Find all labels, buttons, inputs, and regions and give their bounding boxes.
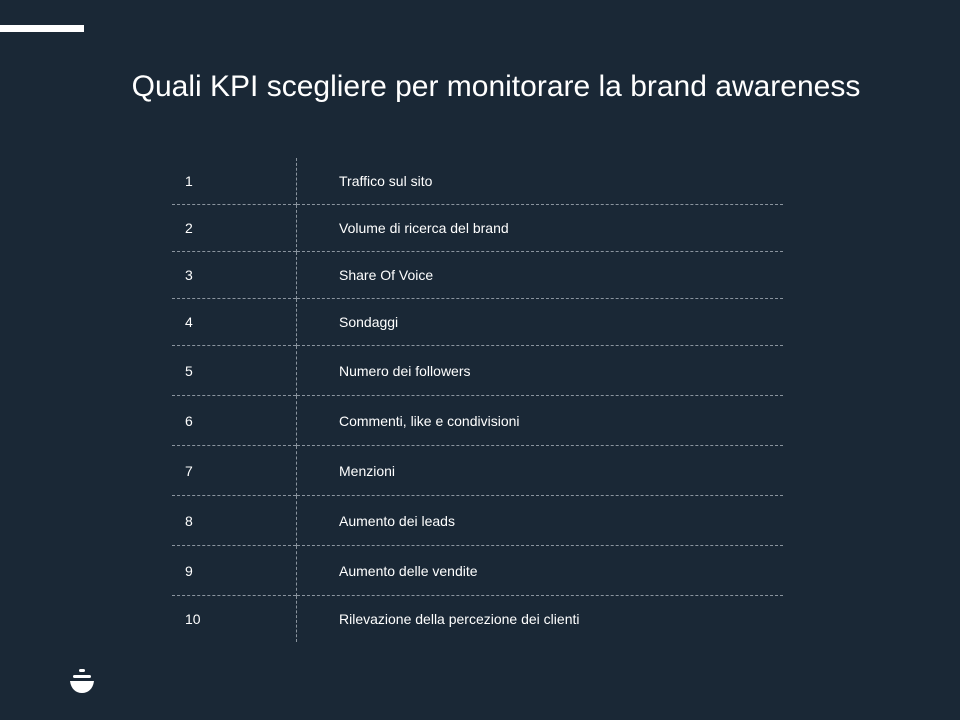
table-row — [172, 596, 783, 643]
kpi-number: 6 — [172, 396, 297, 446]
kpi-label: Menzioni — [339, 462, 396, 479]
kpi-label: Numero dei followers — [339, 362, 471, 379]
table-row — [172, 346, 783, 396]
table-row — [172, 205, 783, 252]
kpi-number: 1 — [172, 158, 297, 205]
stacked-bowl-logo-icon — [69, 668, 95, 694]
table-row — [172, 446, 783, 496]
kpi-number: 9 — [172, 546, 297, 596]
table-row — [172, 496, 783, 546]
kpi-number: 7 — [172, 446, 297, 496]
kpi-number: 3 — [172, 252, 297, 299]
kpi-number: 2 — [172, 205, 297, 252]
kpi-label: Share Of Voice — [339, 267, 434, 283]
kpi-table — [172, 158, 783, 642]
kpi-label: Sondaggi — [339, 314, 399, 330]
table-row — [172, 396, 783, 446]
table-row — [172, 158, 783, 205]
kpi-number: 10 — [172, 596, 297, 643]
kpi-label: Aumento delle vendite — [339, 562, 478, 579]
kpi-number: 4 — [172, 299, 297, 346]
kpi-number: 8 — [172, 496, 297, 546]
kpi-number: 5 — [172, 346, 297, 396]
kpi-label: Commenti, like e condivisioni — [339, 412, 520, 429]
table-row — [172, 252, 783, 299]
kpi-label: Traffico sul sito — [339, 173, 433, 189]
kpi-label: Volume di ricerca del brand — [339, 220, 509, 236]
table-row — [172, 546, 783, 596]
top-accent-bar — [0, 25, 84, 32]
kpi-label: Aumento dei leads — [339, 512, 455, 529]
table-row — [172, 299, 783, 346]
page-title: Quali KPI scegliere per monitorare la brand awareness — [131, 70, 861, 103]
kpi-label: Rilevazione della percezione dei clienti — [339, 611, 580, 627]
